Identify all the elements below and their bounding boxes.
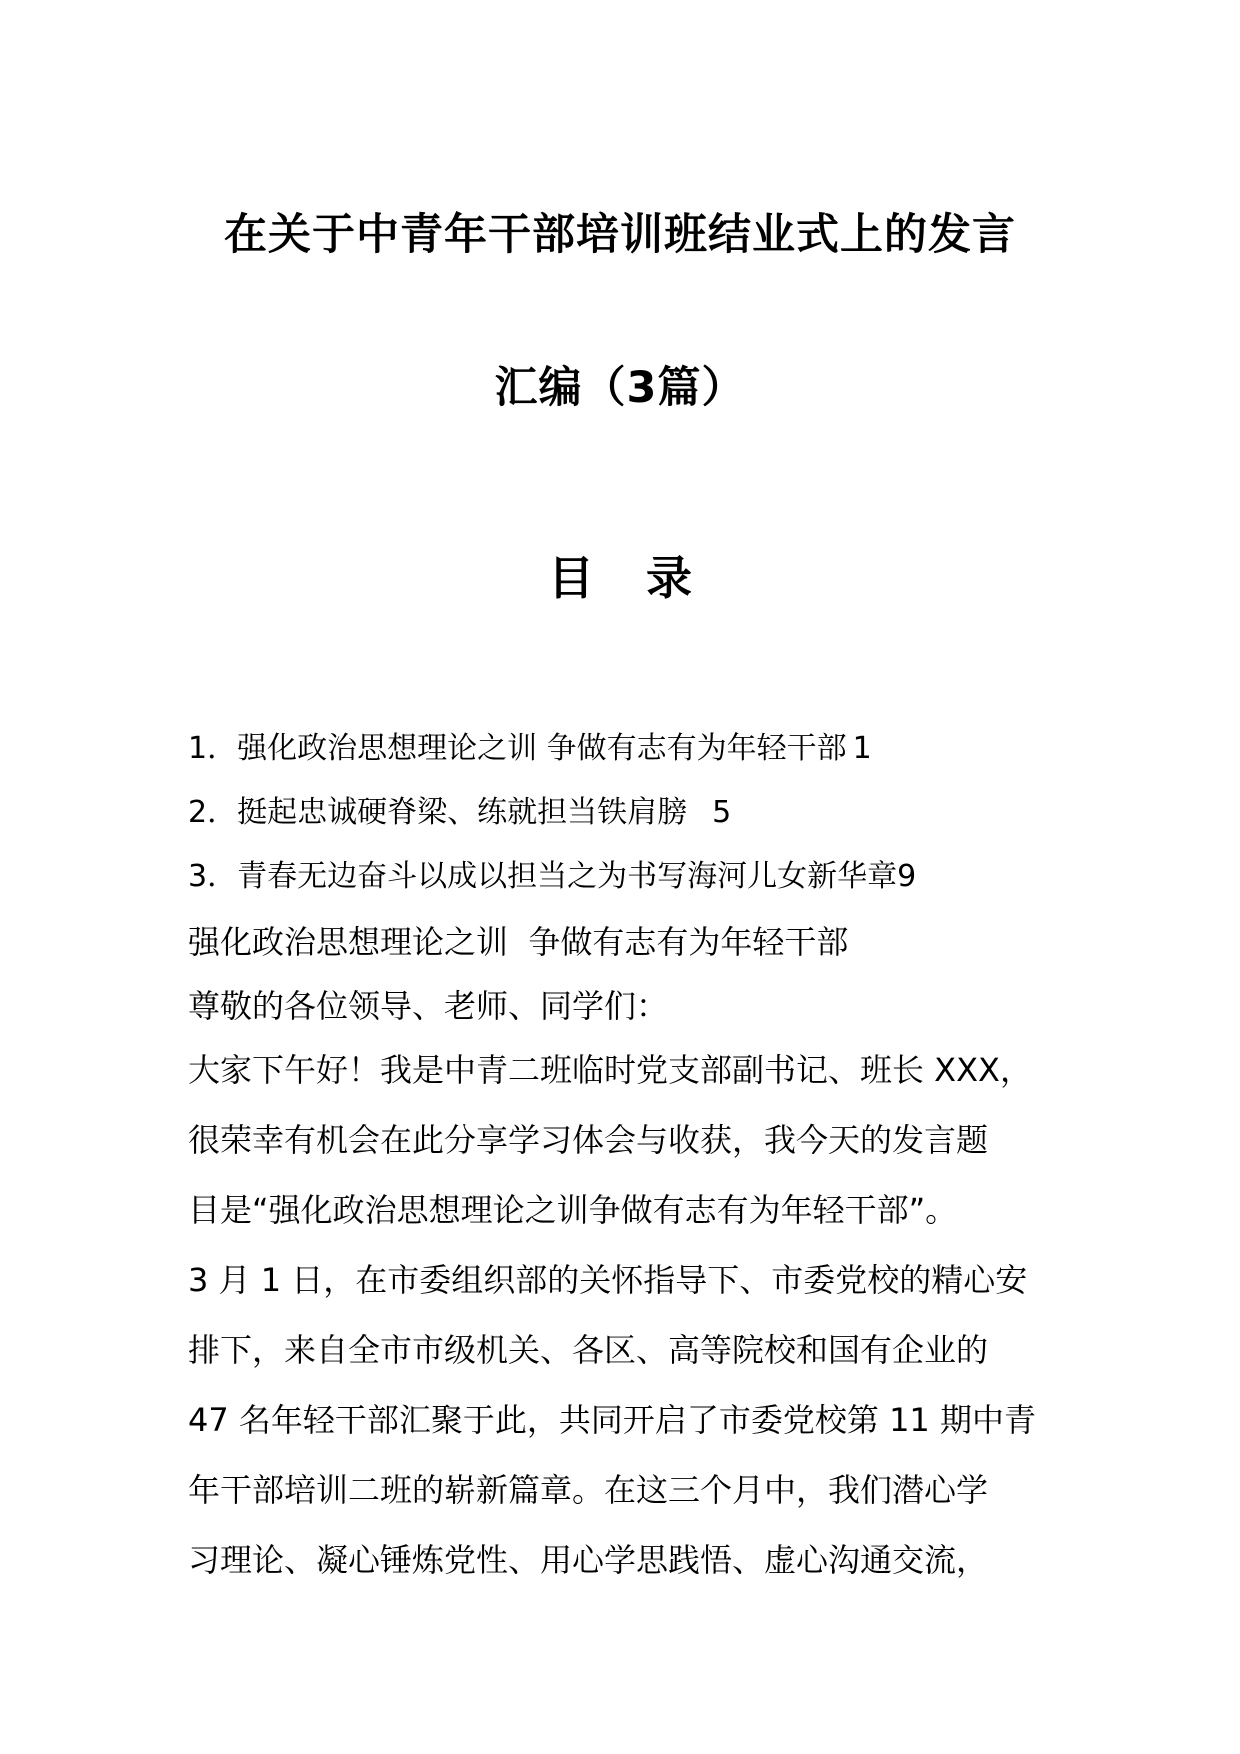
toc-item[interactable]: [188, 727, 1068, 771]
toc-item-label: 2．挺起忠诚硬脊梁、练就担当铁肩膀: [188, 795, 707, 830]
paragraph-line: 3 月 1 日，在市委组织部的关怀指导下、市委党校的精心安: [188, 1261, 1028, 1299]
paragraph-line: 排下，来自全市市级机关、各区、高等院校和国有企业的: [188, 1331, 989, 1369]
toc-heading: 目 录: [547, 551, 710, 605]
paragraph-line: 习理论、凝心锤炼党性、用心学思践悟、虚心沟通交流，: [188, 1541, 989, 1579]
toc-item-label: 1．强化政治思想理论之训 争做有志有为年轻干部: [188, 731, 847, 766]
paragraph-line: 很荣幸有机会在此分享学习体会与收获，我今天的发言题: [188, 1121, 989, 1159]
document-title-line-1: 在关于中青年干部培训班结业式上的发言: [224, 210, 1016, 260]
paragraph-line: 年干部培训二班的崭新篇章。在这三个月中，我们潜心学: [188, 1471, 989, 1509]
toc-item-label: 3．青春无边奋斗以成以担当之为书写海河儿女新华章: [188, 859, 898, 894]
toc-item-page: 5: [712, 795, 732, 830]
article-body: [188, 920, 1054, 1608]
paragraph-line: 大家下午好！我是中青二班临时党支部副书记、班长 XXX，: [188, 1051, 1032, 1089]
paragraph-line: 目是“强化政治思想理论之训争做有志有为年轻干部”。: [188, 1191, 958, 1229]
toc-item[interactable]: [188, 855, 1068, 899]
salutation: 尊敬的各位领导、老师、同学们：: [188, 987, 669, 1025]
table-of-contents: [188, 727, 1068, 919]
toc-item[interactable]: [188, 791, 1068, 835]
article-title: 强化政治思想理论之训 争做有志有为年轻干部: [188, 923, 849, 961]
toc-item-page: 1: [852, 731, 872, 766]
document-title-line-2: 汇编（3篇）: [494, 363, 746, 413]
paragraph-line: 47 名年轻干部汇聚于此，共同开启了市委党校第 11 期中青: [188, 1401, 1036, 1439]
toc-item-page: 9: [897, 859, 917, 894]
